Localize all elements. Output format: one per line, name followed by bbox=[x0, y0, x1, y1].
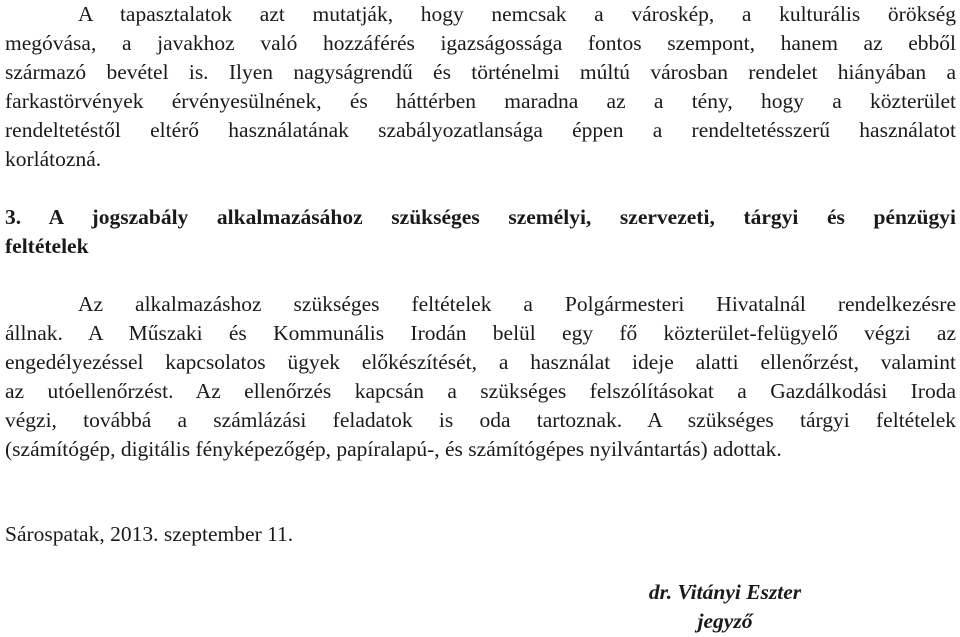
intro-line-1: A tapasztalatok azt mutatják, hogy nemcsak a városkép, a kulturális örökség bbox=[78, 2, 956, 26]
signature-name: dr. Vitányi Eszter bbox=[648, 580, 802, 604]
section3-heading-line-2: feltételek bbox=[5, 234, 89, 258]
section3-heading-line-1: 3. A jogszabály alkalmazásához szükséges személyi, szervezeti, tárgyi és pénzügyi bbox=[5, 205, 956, 229]
intro-line-6: korlátozná. bbox=[5, 147, 102, 171]
intro-line-4: farkastörvények érvényesülnének, és háttérben maradna az a tény, hogy a közterület bbox=[5, 89, 956, 113]
intro-line-3: származó bevétel is. Ilyen nagyságrendű és történelmi múltú városban rendelet hiányában a bbox=[5, 60, 956, 84]
section3-body-line-4: az utóellenőrzést. Az ellenőrzés kapcsán a szükséges felszólításokat a Gazdálkodási Iroda bbox=[5, 379, 956, 403]
section3-body-line-6: (számítógép, digitális fényképezőgép, papíralapú-, és számítógépes nyilvántartás) adottak. bbox=[5, 437, 782, 461]
place-date: Sárospatak, 2013. szeptember 11. bbox=[5, 522, 294, 546]
section3-body-line-2: állnak. A Műszaki és Kommunális Irodán belül egy fő közterület-felügyelő végzi az bbox=[5, 321, 956, 345]
section3-body-line-5: végzi, továbbá a számlázási feladatok is oda tartoznak. A szükséges tárgyi feltételek bbox=[5, 408, 956, 432]
signature-title: jegyző bbox=[697, 609, 753, 633]
section3-body-line-1: Az alkalmazáshoz szükséges feltételek a Polgármesteri Hivatalnál rendelkezésre bbox=[78, 292, 956, 316]
intro-line-2: megóvása, a javakhoz való hozzáférés igazságossága fontos szempont, hanem az ebből bbox=[5, 31, 956, 55]
section3-body-line-3: engedélyezéssel kapcsolatos ügyek előkészítését, a használat ideje alatti ellenőrzést, valamint bbox=[5, 350, 956, 374]
intro-line-5: rendeltetéstől eltérő használatának szabályozatlansága éppen a rendeltetésszerű használatot bbox=[5, 118, 956, 142]
